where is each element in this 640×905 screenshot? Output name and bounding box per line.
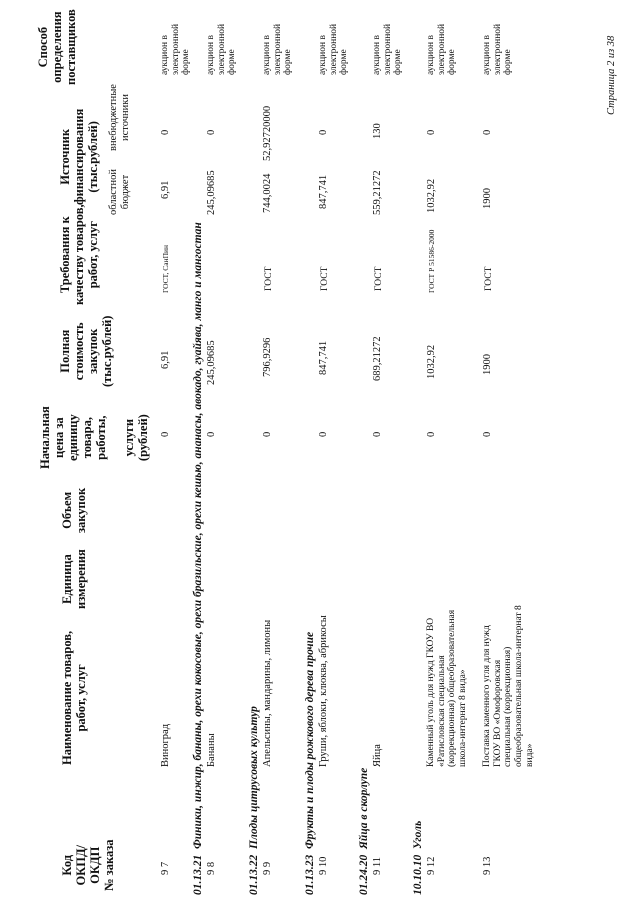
row-method: аукцион в электронной форме bbox=[318, 23, 350, 75]
row-regional: 559,21272 bbox=[372, 170, 383, 215]
row-method: аукцион в электронной форме bbox=[482, 23, 514, 75]
row-price: 0 bbox=[262, 431, 273, 437]
row-price: 0 bbox=[482, 431, 493, 437]
row-requirements: ГОСТ bbox=[374, 266, 384, 291]
row-regional: 744,0024 bbox=[262, 173, 273, 213]
row-price: 0 bbox=[372, 431, 383, 437]
row-method: аукцион в электронной форме bbox=[160, 23, 192, 75]
row-extrabudget: 52,92720000 bbox=[262, 105, 273, 161]
row-method: аукцион в электронной форме bbox=[206, 23, 238, 75]
row-regional: 1900 bbox=[482, 188, 493, 209]
row-total: 6,91 bbox=[160, 350, 171, 369]
header-regional: областной бюджет bbox=[108, 169, 131, 215]
row-extrabudget: 0 bbox=[426, 129, 437, 135]
row-price: 0 bbox=[206, 431, 217, 437]
row-method: аукцион в электронной форме bbox=[372, 23, 404, 75]
row-number: 9 12 bbox=[426, 856, 437, 875]
header-volume: Объем закупок bbox=[60, 487, 88, 533]
row-name: Виноград bbox=[160, 723, 171, 767]
group-heading: 01.24.20 Яйца в скорлупе bbox=[358, 767, 370, 895]
row-number: 9 13 bbox=[482, 856, 493, 875]
row-number: 9 9 bbox=[262, 861, 273, 875]
group-heading: 01.13.22 Плоды цитрусовых культур bbox=[248, 706, 260, 895]
row-total: 245,09685 bbox=[206, 340, 217, 385]
row-total: 689,21272 bbox=[372, 336, 383, 381]
header-total: Полная стоимость закупок (тыс.рублей) bbox=[58, 315, 114, 387]
page-number: Страница 2 из 38 bbox=[606, 35, 617, 115]
row-method: аукцион в электронной форме bbox=[262, 23, 294, 75]
row-total: 1900 bbox=[482, 354, 493, 375]
row-regional: 6,91 bbox=[160, 180, 171, 199]
row-total: 1032,92 bbox=[426, 344, 437, 379]
header-price: Начальная цена за единицу товара, работы, услуги (рублей) bbox=[38, 406, 150, 469]
header-name: Наименование товаров, работ, услуг bbox=[60, 630, 88, 765]
row-regional: 847,741 bbox=[318, 174, 329, 209]
row-total: 796,9296 bbox=[262, 337, 273, 377]
row-number: 9 7 bbox=[160, 861, 171, 875]
row-requirements: ГОСТ bbox=[484, 266, 494, 291]
row-method: аукцион в электронной форме bbox=[426, 23, 458, 75]
group-heading: 01.13.21 Финики, инжир, бананы, орехи кокосовые, орехи бразильские, орехи кешью, ананасы, авокадо, гуайява, манго и мангостан bbox=[192, 222, 204, 895]
row-regional: 1032,92 bbox=[426, 178, 437, 213]
row-number: 9 8 bbox=[206, 861, 217, 875]
row-requirements: ГОСТ Р 51586-2000 bbox=[427, 229, 436, 293]
row-requirements: ГОСТ bbox=[264, 266, 274, 291]
header-financing: Источник финансирования (тыс.рублей) bbox=[58, 108, 100, 205]
row-extrabudget: 0 bbox=[482, 129, 493, 135]
row-price: 0 bbox=[160, 431, 171, 437]
group-heading: 10.10.10 Уголь bbox=[412, 820, 424, 895]
row-requirements: ГОСТ, СанПин bbox=[161, 244, 170, 293]
header-requirements: Требования к качеству товаров, работ, услуг bbox=[58, 204, 100, 305]
row-name: Каменный уголь для нужд ГКОУ ВО «Ратисловская специальная (коррекционная) общеобразовательная школа-интернат 8 вида» bbox=[426, 609, 468, 767]
row-name: Груши, яблоки, клюква, абрикосы bbox=[318, 615, 329, 767]
header-code: Код ОКПД/ ОКДП № заказа bbox=[60, 839, 116, 891]
header-unit: Единица измерения bbox=[60, 549, 88, 609]
row-extrabudget: 0 bbox=[206, 129, 217, 135]
row-number: 9 11 bbox=[372, 857, 383, 875]
row-name: Поставка каменного угля для нужд ГКОУ ВО «Омофоровская специальная (коррекционная) общеобразовательная школа-интернат 8 вида» bbox=[482, 605, 535, 767]
row-regional: 245,09685 bbox=[206, 170, 217, 215]
row-requirements: ГОСТ bbox=[320, 266, 330, 291]
row-extrabudget: 130 bbox=[372, 123, 383, 139]
row-name: Апельсины, мандарины, лимоны bbox=[262, 619, 273, 767]
row-price: 0 bbox=[426, 431, 437, 437]
group-heading: 01.13.23 Фрукты и плоды рожкового дерева прочие bbox=[304, 631, 316, 895]
row-name: Яйца bbox=[372, 744, 383, 767]
row-extrabudget: 0 bbox=[160, 129, 171, 135]
row-total: 847,741 bbox=[318, 340, 329, 375]
header-extrabudget: внебюджетные источники bbox=[108, 84, 131, 151]
row-number: 9 10 bbox=[318, 856, 329, 875]
row-price: 0 bbox=[318, 431, 329, 437]
row-extrabudget: 0 bbox=[318, 129, 329, 135]
row-name: Бананы bbox=[206, 733, 217, 767]
header-method: Способ определения поставщиков bbox=[36, 9, 78, 85]
